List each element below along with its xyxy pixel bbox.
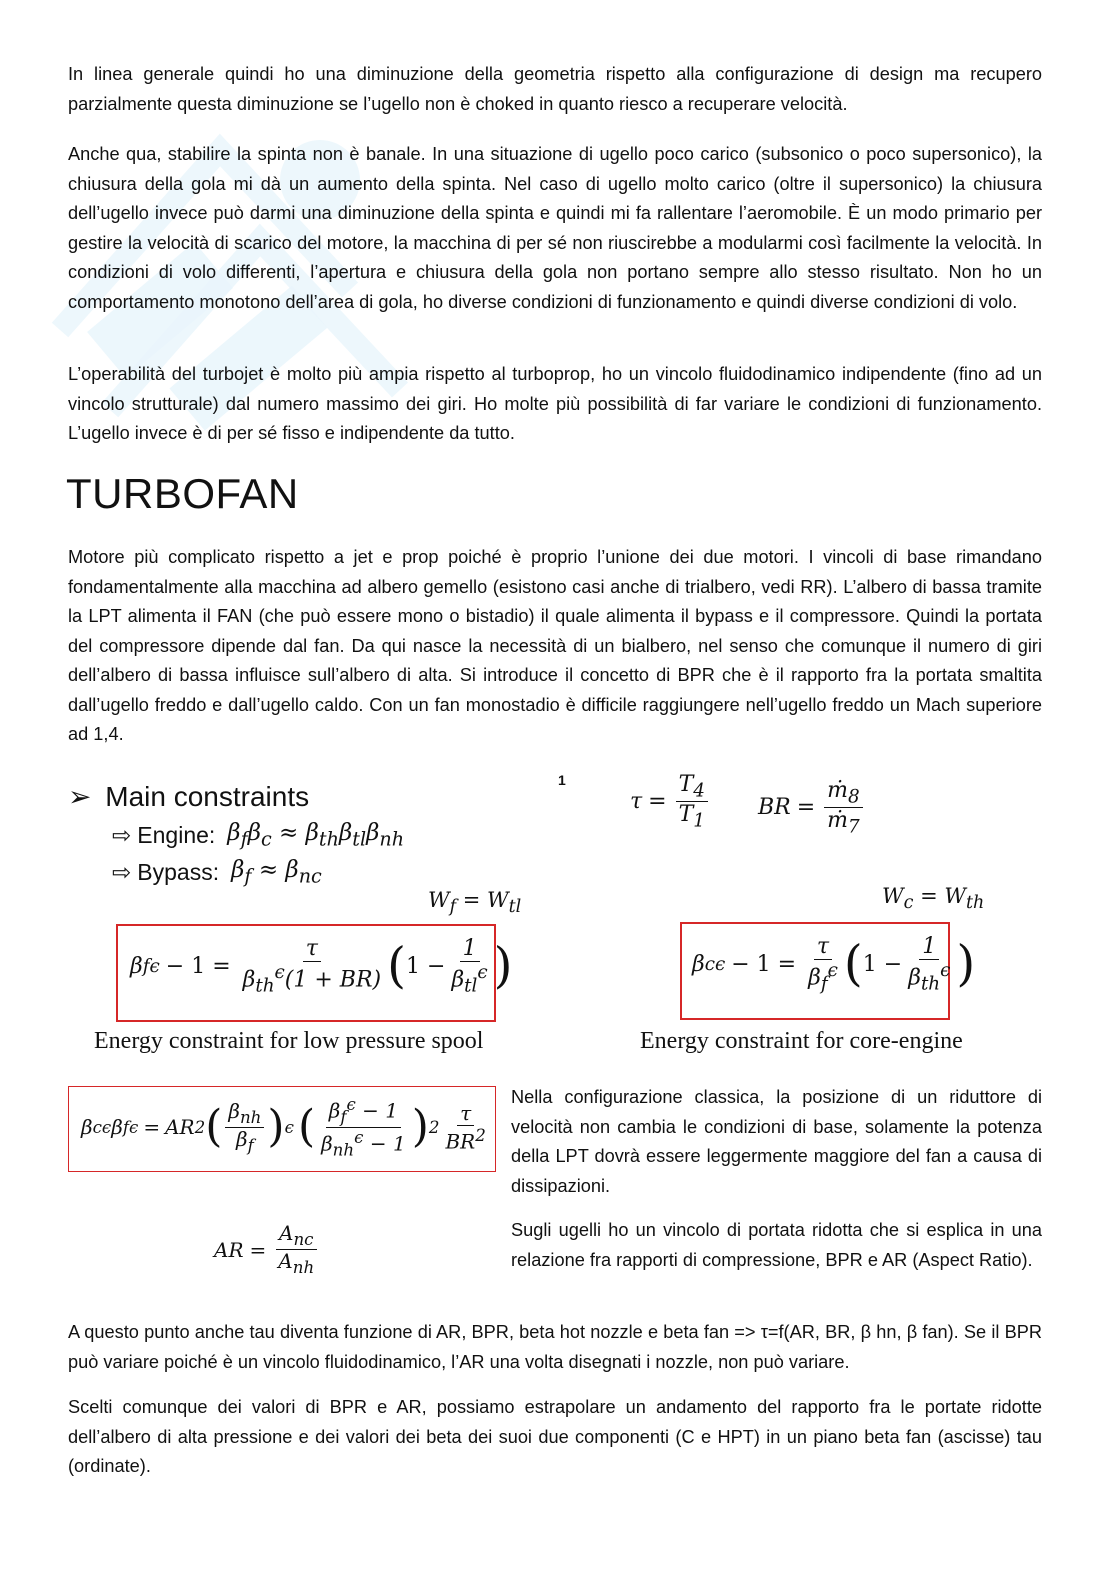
ar-definition: AR = $\frac{A_{nc}}{A_{nh}}$ (214, 1222, 320, 1277)
slide-number: 1 (558, 772, 566, 788)
low-pressure-equation-box: β f ϵ − 1 = $\frac{\tau}{\beta_{th}^\epsilon(1 + BR)}$ ( 1 − $\frac{1}{\beta_{tl}^\epsilon}$ ) (116, 924, 496, 1022)
paragraph-2: Anche qua, stabilire la spinta non è banale. In una situazione di ugello poco carico (subsonico o poco supersonico), la chiusura della gola mi dà un aumento della spinta. Nel caso di ugello molto carico (oltre il supersonico) la chiusura dell’ugello invece può darmi una diminuzione della spinta e quindi mi fa rallentare l’aeromobile. È un modo primario per gestire la velocità di scarico del motore, la macchina di per sé non riuscirebbe a modularmi così facilmente la velocità. In condizioni di volo differenti, l’apertura e chiusura della gola non portano sempre allo stesso risultato. Non ho un comportamento monotono dell’area di gola, ho diverse condizioni di funzionamento e quindi diverse condizioni di volo. (68, 144, 1042, 312)
tau-definition: τ = $\frac{T_4}{T_1}$ (630, 772, 711, 832)
br-definition: BR = $\frac{ṁ_8}{ṁ_7}$ (758, 778, 866, 838)
paragraph-4: Motore più complicato rispetto a jet e prop poiché è proprio l’unione dei due motori. I vincoli di base rimandano fondamentalmente alla macchina ad albero gemello (esistono casi anche di trialbero, vedi RR). L’albero di bassa tramite la LPT alimenta il FAN (che può essere mono o bistadio) il quale alimenta il bypass e il compressore. Quindi la portata del compressore dipende dal fan. Da qui nasce la necessità di un bialbero, nel senso che comunque il numero di giri dell’albero di bassa influisce sull’albero di alta. Si introduce il concetto di BPR che è il rapporto fra la portata smaltita dall’ugello freddo e dall’ugello caldo. Con un fan monostadio è difficile raggiungere nell’ugello freddo un Mach superiore ad 1,4. (68, 547, 1042, 744)
section-title: TURBOFAN (66, 470, 299, 517)
reduced-flow-equation-box: β c ϵ β f ϵ = AR 2 ( $\frac{\beta_{nh}}{\beta_f}$ ) ϵ ( $\frac{\beta_f^\epsilon - 1}{\beta_{nh}^\epsilon - 1}$ ) 2 $\frac{\tau}{BR^2}$ (68, 1086, 496, 1172)
paragraph-6: Sugli ugelli ho un vincolo di portata ridotta che si esplica in una relazione fra rapporti di compressione, BPR e AR (Aspect Ratio). (511, 1220, 1042, 1270)
paragraph-7: A questo punto anche tau diventa funzione di AR, BPR, beta hot nozzle e beta fan => τ=f(AR, BR, β hn, β fan). Se il BPR può variare poiché è un vincolo fluidodinamico, l’AR una volta disegnati i nozzle, non può variare. (68, 1322, 1042, 1372)
wf-equals-wtl: $W_f = W_{tl}$ (428, 888, 522, 918)
slide-heading: ➢ Main constraints (68, 781, 310, 812)
caption-low-pressure: Energy constraint for low pressure spool (94, 1028, 484, 1054)
constraints-slide (68, 762, 1042, 1064)
bypass-constraint: ⇨ Bypass: $\beta_f \approx \beta_{nc}$ (112, 857, 322, 888)
paragraph-1: In linea generale quindi ho una diminuzione della geometria rispetto alla configurazione di design ma recupero parzialmente questa diminuzione se l’ugello non è choked in quanto riesco a recuperare velocità. (68, 64, 1042, 114)
arrow-icon: ⇨ (112, 821, 132, 848)
caption-core-engine: Energy constraint for core-engine (640, 1028, 963, 1054)
paragraph-8: Scelti comunque dei valori di BPR e AR, possiamo estrapolare un andamento del rapporto fra le portate ridotte dell’albero di alta pressione e dei valori dei beta dei suoi due componenti (C e HPT) in un piano beta fan (ascisse) tau (ordinate). (68, 1397, 1042, 1476)
core-engine-equation-box: β c ϵ − 1 = $\frac{\tau}{\beta_f^\epsilon}$ ( 1 − $\frac{1}{\beta_{th}^\epsilon}$ ) (680, 922, 950, 1020)
wc-equals-wth: $W_c = W_{th}$ (882, 884, 985, 914)
arrow-icon: ⇨ (112, 858, 132, 885)
paragraph-3: L’operabilità del turbojet è molto più ampia rispetto al turboprop, ho un vincolo fluidodinamico indipendente (fino ad un vincolo strutturale) dal numero massimo dei giri. Ho molte più possibilità di far variare le condizioni di funzionamento. L’ugello invece è di per sé fisso e indipendente da tutto. (68, 364, 1042, 443)
bullet-icon: ➢ (68, 781, 92, 812)
engine-constraint: ⇨ Engine: $\beta_f\beta_c \approx \beta_{th}\beta_{tl}\beta_{nh}$ (112, 820, 405, 851)
paragraph-5: Nella configurazione classica, la posizione di un riduttore di velocità non cambia le condizioni di base, solamente la potenza della LPT dovrà essere leggermente maggiore del fan a causa di dissipazioni. (511, 1087, 1042, 1196)
